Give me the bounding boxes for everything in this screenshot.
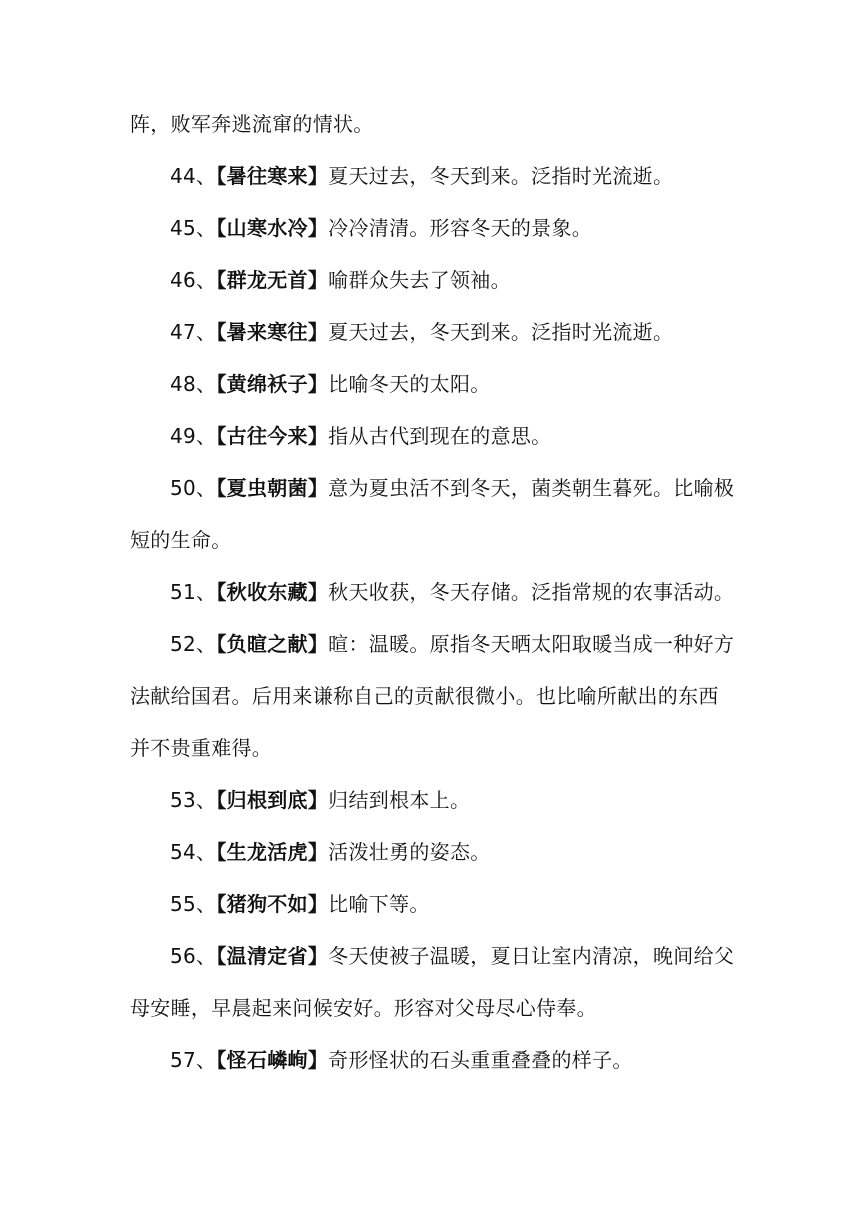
entry-definition: 比喻下等。 — [328, 892, 430, 916]
entry-definition: 奇形怪状的石头重重叠叠的样子。 — [328, 1048, 633, 1072]
entry-definition: 喻群众失去了领袖。 — [328, 268, 511, 292]
entry-term: 【暑往寒来】 — [216, 164, 329, 188]
entry-56 — [130, 930, 735, 1034]
entry-definition: 比喻冬天的太阳。 — [328, 372, 491, 396]
entry-number: 48、 — [170, 372, 217, 396]
entry-number: 49、 — [170, 424, 217, 448]
entry-number: 54、 — [170, 840, 217, 864]
entry-49 — [130, 410, 735, 462]
entry-term: 【负暄之献】 — [216, 632, 329, 656]
entry-definition: 冷冷清清。形容冬天的景象。 — [328, 216, 593, 240]
entry-definition: 秋天收获，冬天存储。泛指常规的农事活动。 — [328, 580, 735, 604]
entry-definition: 冬天使被子温暖，夏日让室内清凉，晚间给父母安睡，早晨起来问候安好。形容对父母尽心侍奉。 — [130, 944, 735, 1020]
entry-definition: 夏天过去，冬天到来。泛指时光流逝。 — [328, 164, 674, 188]
entry-term: 【暑来寒往】 — [216, 320, 329, 344]
entry-term: 【归根到底】 — [216, 788, 329, 812]
entry-term: 【黄绵袄子】 — [216, 372, 329, 396]
entry-number: 52、 — [170, 632, 217, 656]
entry-54 — [130, 826, 735, 878]
entry-number: 51、 — [170, 580, 217, 604]
entry-definition: 暄：温暖。原指冬天晒太阳取暖当成一种好方法献给国君。后用来谦称自己的贡献很微小。也比喻所献出的东西并不贵重难得。 — [130, 632, 735, 760]
entry-55 — [130, 878, 735, 930]
entry-number: 57、 — [170, 1048, 217, 1072]
entry-number: 53、 — [170, 788, 217, 812]
entry-53 — [130, 774, 735, 826]
entry-number: 44、 — [170, 164, 217, 188]
entry-definition: 活泼壮勇的姿态。 — [328, 840, 491, 864]
entry-44 — [130, 150, 735, 202]
document-body — [130, 98, 735, 1086]
entry-52 — [130, 618, 735, 774]
entry-number: 45、 — [170, 216, 217, 240]
entry-definition: 夏天过去，冬天到来。泛指时光流逝。 — [328, 320, 674, 344]
entry-term: 【猪狗不如】 — [216, 892, 329, 916]
intro-paragraph: 阵，败军奔逃流窜的情状。 — [130, 112, 374, 136]
entry-47 — [130, 306, 735, 358]
entry-term: 【怪石嶙峋】 — [216, 1048, 329, 1072]
entry-48 — [130, 358, 735, 410]
entry-number: 50、 — [170, 476, 217, 500]
entry-number: 46、 — [170, 268, 217, 292]
entry-definition: 归结到根本上。 — [328, 788, 471, 812]
entry-term: 【温清定省】 — [216, 944, 329, 968]
entry-51 — [130, 566, 735, 618]
entry-46 — [130, 254, 735, 306]
entry-term: 【古往今来】 — [216, 424, 329, 448]
entry-term: 【群龙无首】 — [216, 268, 329, 292]
entry-50 — [130, 462, 735, 566]
entry-57 — [130, 1034, 735, 1086]
entry-term: 【秋收东藏】 — [216, 580, 329, 604]
entry-number: 56、 — [170, 944, 217, 968]
entry-45 — [130, 202, 735, 254]
entry-definition: 意为夏虫活不到冬天，菌类朝生暮死。比喻极短的生命。 — [130, 476, 735, 552]
entry-term: 【山寒水冷】 — [216, 216, 329, 240]
entry-number: 47、 — [170, 320, 217, 344]
entry-term: 【夏虫朝菌】 — [216, 476, 329, 500]
entry-definition: 指从古代到现在的意思。 — [328, 424, 552, 448]
entry-term: 【生龙活虎】 — [216, 840, 329, 864]
entry-number: 55、 — [170, 892, 217, 916]
